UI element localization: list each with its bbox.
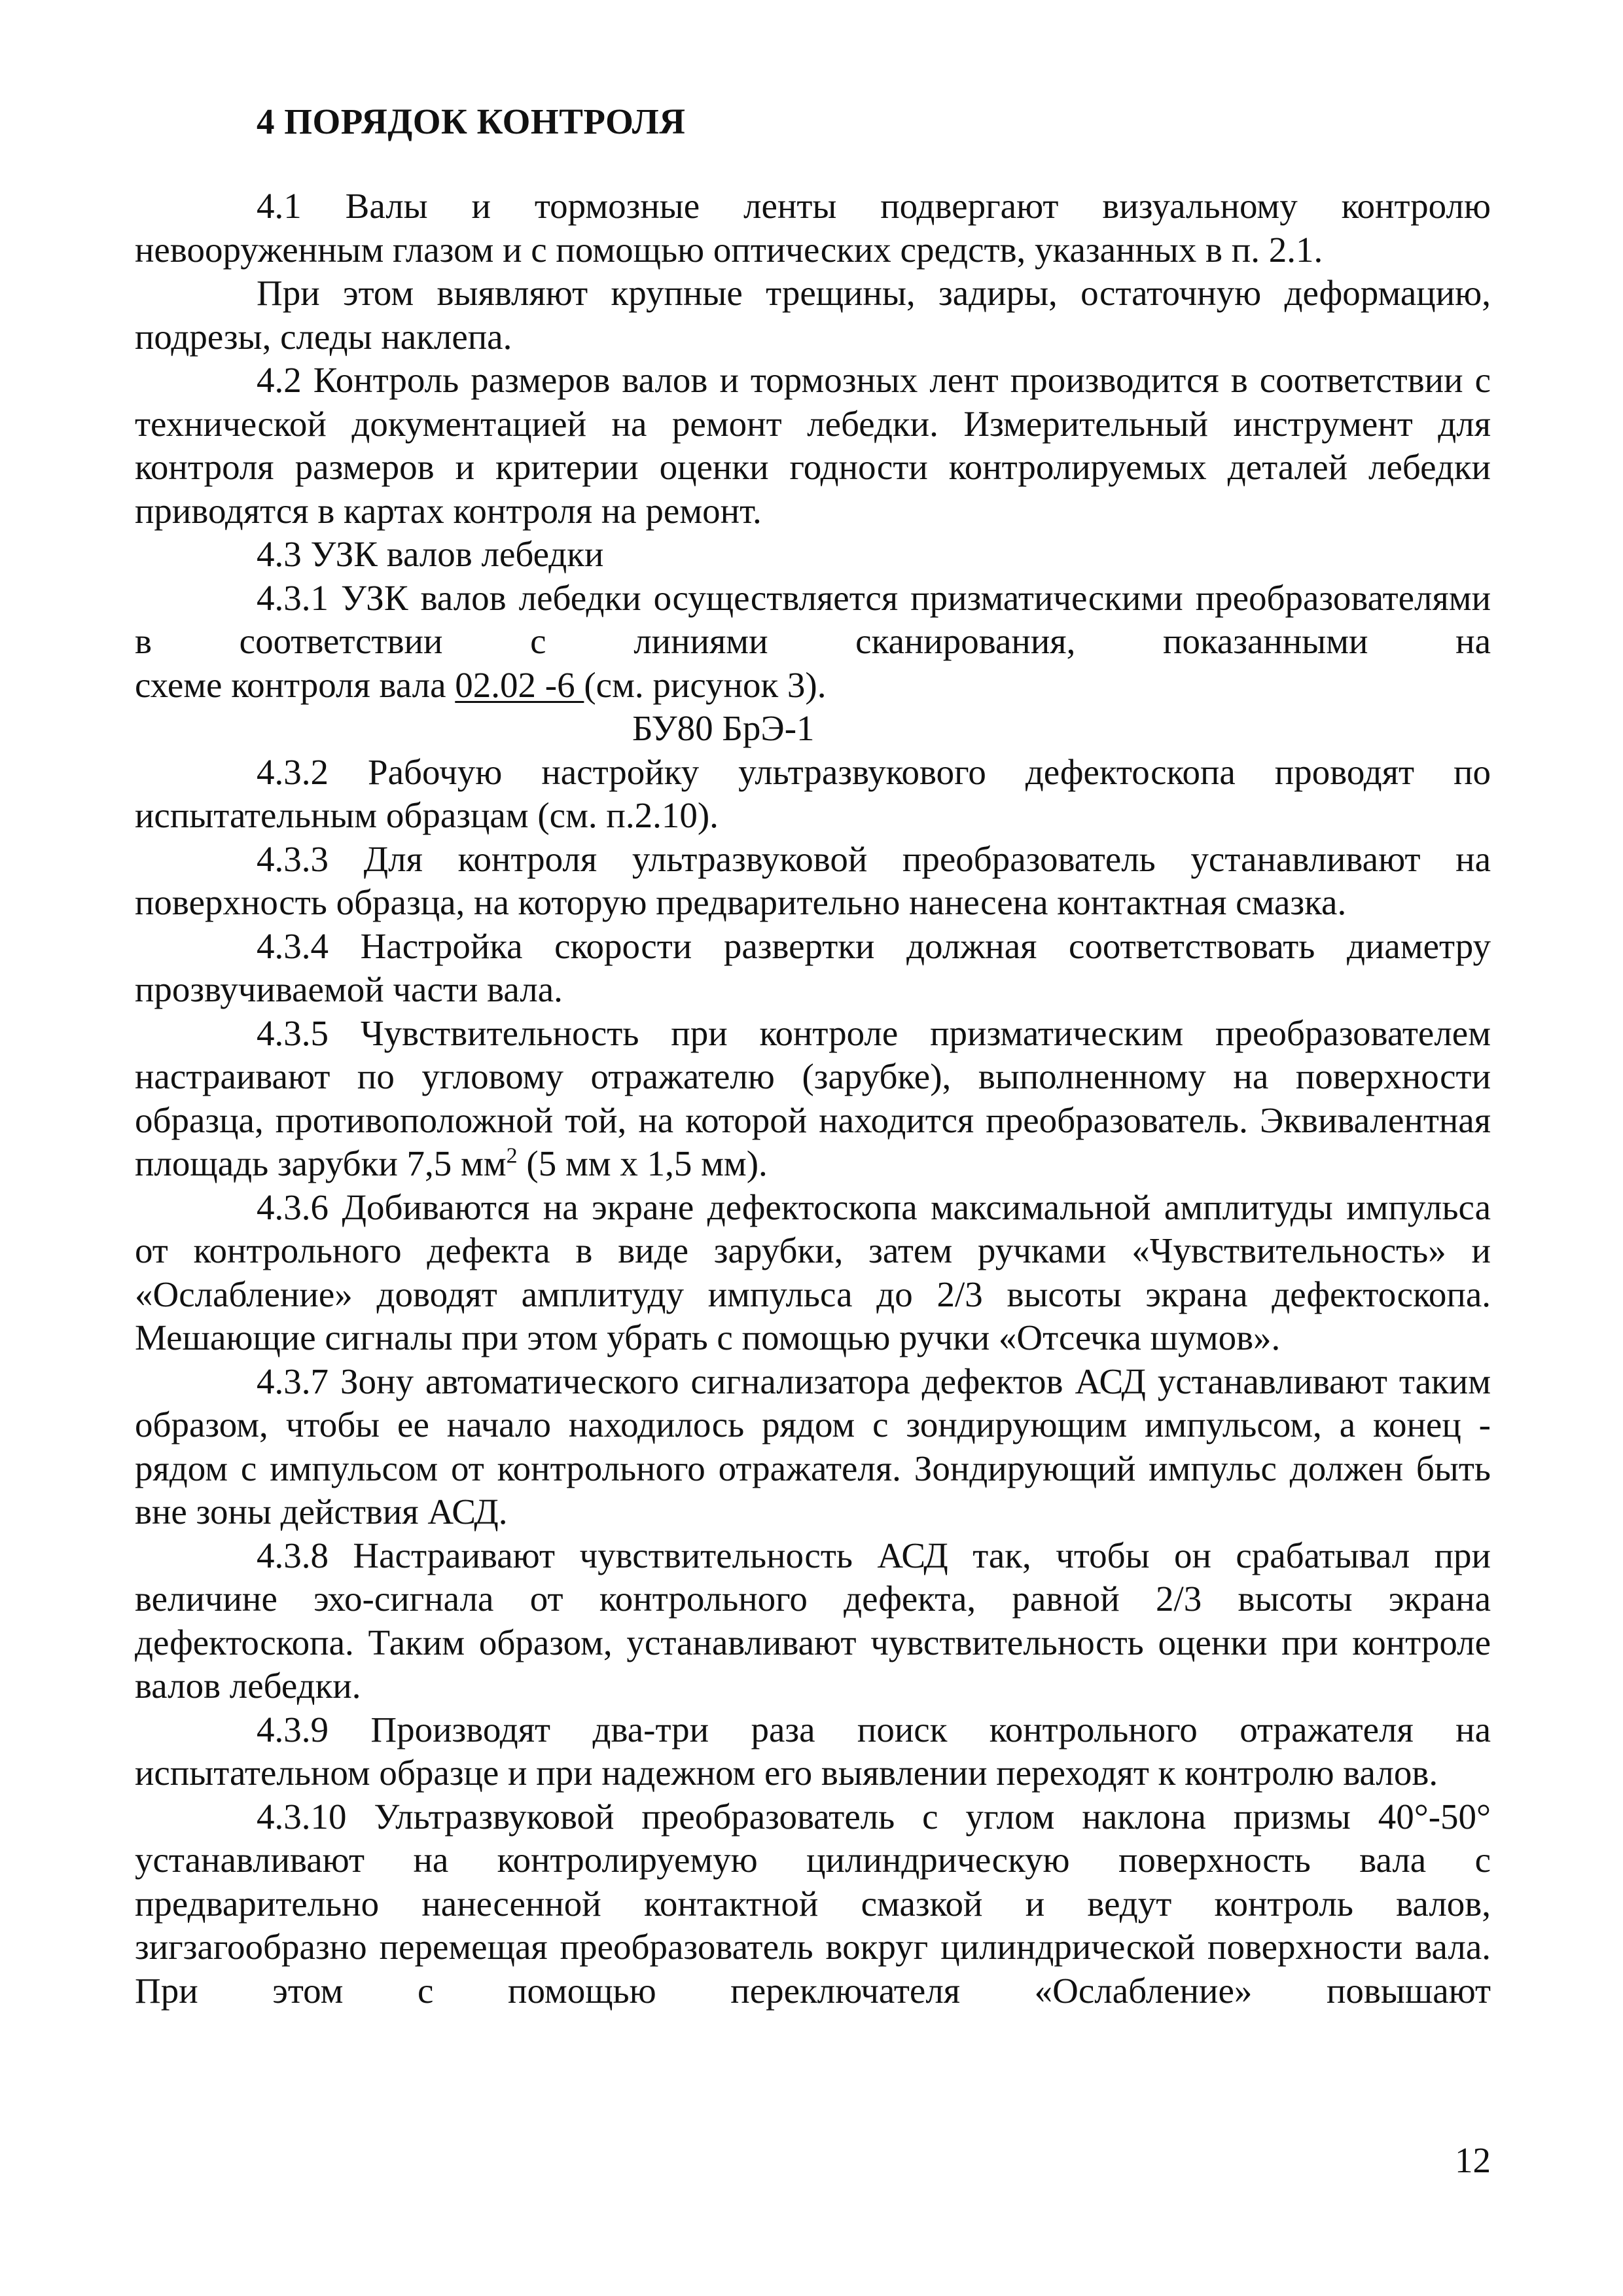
paragraph-4-3-4: 4.3.4 Настройка скорости развертки должная соответствовать диаметру прозвучиваемой части вала. xyxy=(135,925,1491,1009)
paragraph-4-3-5-tail: (5 мм х 1,5 мм). xyxy=(517,1143,768,1183)
paragraph-4-3-9: 4.3.9 Производят два-три раза поиск контрольного отражателя на испытательном образце и при надежном его выявлении переходят к контролю валов. xyxy=(135,1709,1491,1793)
paragraph-4-1-continued: При этом выявляют крупные трещины, задиры, остаточную деформацию, подрезы, следы наклепа. xyxy=(135,273,1491,357)
document-page xyxy=(135,98,1491,2245)
scheme-prefix: схеме контроля вала xyxy=(135,664,455,705)
paragraph-4-3-8: 4.3.8 Настраивают чувствительность АСД так, чтобы он срабатывал при величине эхо-сигнала от контрольного дефекта, равной 2/3 высоты экрана дефектоскопа. Таким образом, устанавливают чувствительность оценки при контроле валов лебедки. xyxy=(135,1535,1491,1706)
scheme-suffix: (см. рисунок 3). xyxy=(584,664,827,705)
scheme-reference-line xyxy=(135,664,1491,708)
paragraph-4-3-6: 4.3.6 Добиваются на экране дефектоскопа максимальной амплитуды импульса от контрольного дефекта в виде зарубки, затем ручками «Чувствительность» и «Ослабление» доводят амплитуду импульса до 2/3 высоты экрана дефектоскопа. Мешающие сигналы при этом убрать с помощью ручки «Отсечка шумов». xyxy=(135,1187,1491,1357)
paragraph-4-1: 4.1 Валы и тормозные ленты подвергают визуальному контролю невооруженным глазом и с помощью оптических средств, указанных в п. 2.1. xyxy=(135,186,1491,270)
square-superscript: 2 xyxy=(506,1143,518,1168)
paragraph-4-3-1: 4.3.1 УЗК валов лебедки осуществляется призматическими преобразователями в соответствии с линиями сканирования, показанными на xyxy=(135,577,1491,661)
paragraph-4-3-7: 4.3.7 Зону автоматического сигнализатора дефектов АСД устанавливают таким образом, чтобы ее начало находилось рядом с зондирующим импульсом, а конец - рядом с импульсом от контрольного отражателя. Зондирующий импульс должен быть вне зоны действия АСД. xyxy=(135,1361,1491,1532)
paragraph-4-2: 4.2 Контроль размеров валов и тормозных лент производится в соответствии с технической документацией на ремонт лебедки. Измерительный инструмент для контроля размеров и критерии оценки годности контролируемых деталей лебедки приводятся в картах контроля на ремонт. xyxy=(135,360,1491,531)
page-number: 12 xyxy=(1455,2140,1491,2180)
scheme-code: 02.02 -6 xyxy=(455,664,584,705)
section-heading: 4 ПОРЯДОК КОНТРОЛЯ xyxy=(257,101,686,141)
paragraph-4-3-3: 4.3.3 Для контроля ультразвуковой преобразователь устанавливают на поверхность образца, на которую предварительно нанесена контактная смазка. xyxy=(135,838,1491,922)
paragraph-4-3-5 xyxy=(135,1012,1491,1186)
paragraph-4-3-5-text: 4.3.5 Чувствительность при контроле призматическим преобразователем настраивают по угловому отражателю (зарубке), выполненному на поверхности образца, противоположной той, на которой находится преобразователь. Эквивалентная площадь зарубки 7,5 мм xyxy=(135,1013,1491,1183)
scheme-code-subscript: БУ80 БрЭ-1 xyxy=(632,708,815,748)
paragraph-4-3-10: 4.3.10 Ультразвуковой преобразователь с углом наклона призмы 40°-50° устанавливают на контролируемую цилиндрическую поверхность вала с предварительно нанесенной контактной смазкой и ведут контроль валов, зигзагообразно перемещая преобразователь вокруг цилиндрической поверхности вала. При этом с помощью переключателя «Ослабление» повышают xyxy=(135,1796,1491,2011)
paragraph-4-3: 4.3 УЗК валов лебедки xyxy=(257,534,604,574)
paragraph-4-3-2: 4.3.2 Рабочую настройку ультразвукового дефектоскопа проводят по испытательным образцам (см. п.2.10). xyxy=(135,751,1491,835)
